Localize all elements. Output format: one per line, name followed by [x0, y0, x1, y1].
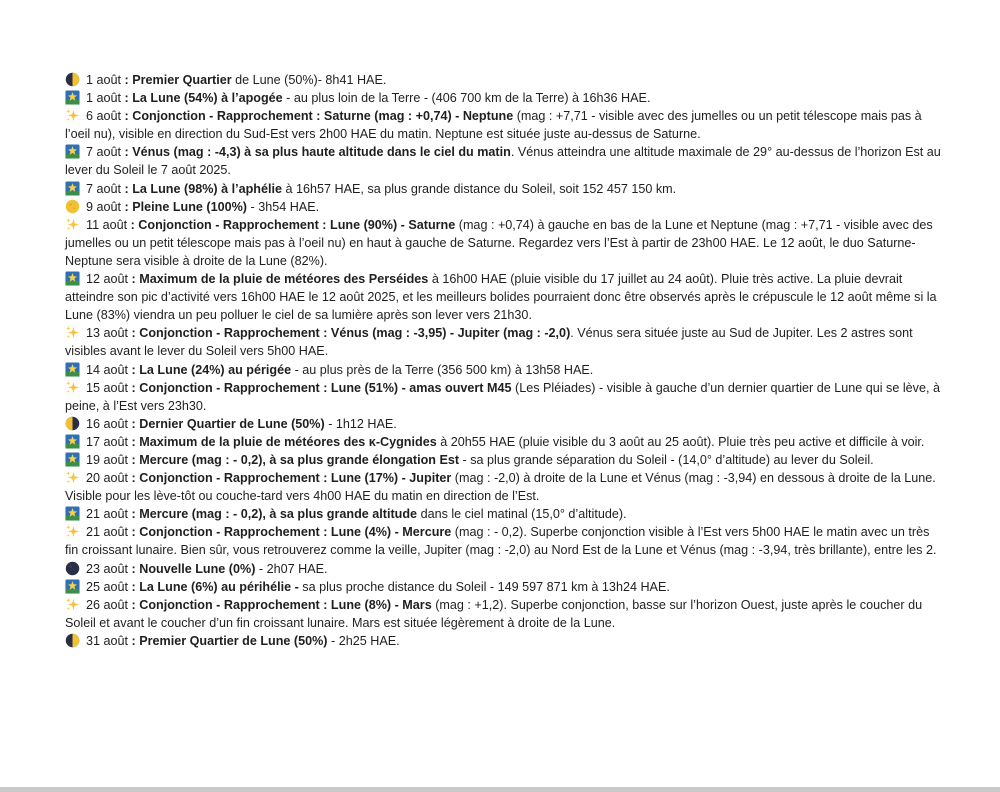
event-entry [65, 451, 945, 469]
event-entry [65, 107, 945, 143]
event-separator: : [128, 326, 140, 341]
event-title: Premier Quartier [132, 73, 232, 87]
event-title: La Lune (24%) au périgée [139, 362, 292, 377]
event-title: Dernier Quartier de Lune (50%) [139, 416, 325, 431]
event-separator: : [121, 181, 133, 196]
event-details: - 3h54 HAE. [247, 199, 320, 214]
event-title: Mercure (mag : - 0,2), à sa plus grande élongation Est [139, 452, 460, 467]
event-separator: : [121, 199, 133, 214]
event-date: 23 août [86, 561, 129, 576]
event-separator: : [128, 597, 140, 612]
night-sky-icon [65, 579, 80, 594]
new-moon-icon [65, 561, 80, 576]
event-separator: : [128, 416, 140, 431]
full-moon-icon [65, 199, 80, 214]
event-separator: : [128, 434, 140, 449]
night-sky-icon [65, 90, 80, 105]
event-title: Conjonction - Rapprochement : Lune (51%) - amas ouvert M45 [139, 380, 512, 395]
event-entry [65, 324, 945, 360]
first-quarter-moon-icon [65, 72, 80, 87]
event-separator: : [128, 362, 140, 377]
event-date: 25 août [86, 579, 129, 594]
event-entry [65, 89, 945, 107]
night-sky-icon [65, 506, 80, 521]
event-separator: : [128, 633, 140, 648]
event-entry [65, 596, 945, 632]
night-sky-icon [65, 452, 80, 467]
sparkles-icon [65, 325, 80, 340]
event-entry [65, 270, 945, 324]
first-quarter-moon-icon [65, 633, 80, 648]
event-date: 11 août [86, 217, 128, 232]
night-sky-icon [65, 271, 80, 286]
event-date: 21 août [86, 525, 129, 540]
event-entry [65, 578, 945, 596]
event-entry [65, 361, 945, 379]
event-date: 17 août [86, 434, 129, 449]
event-entry [65, 71, 945, 89]
event-separator: : [121, 145, 133, 160]
sparkles-icon [65, 108, 80, 123]
event-separator: : [128, 471, 140, 486]
event-separator: : [128, 579, 140, 594]
event-title: Conjonction - Rapprochement : Lune (17%) - Jupiter [139, 471, 452, 486]
bottom-divider [0, 787, 1000, 792]
event-separator: : [127, 217, 139, 232]
event-date: 7 août [86, 181, 122, 196]
event-title: Premier Quartier de Lune (50%) [139, 633, 328, 648]
event-details: sa plus proche distance du Soleil - 149 597 871 km à 13h24 HAE. [298, 579, 670, 594]
event-date: 20 août [86, 471, 129, 486]
event-details: - sa plus grande séparation du Soleil - (14,0° d’altitude) au lever du Soleil. [459, 452, 874, 467]
night-sky-icon [65, 434, 80, 449]
event-entry [65, 632, 945, 650]
sparkles-icon [65, 524, 80, 539]
event-title: Conjonction - Rapprochement : Vénus (mag : -3,95) - Jupiter (mag : -2,0) [139, 326, 571, 341]
event-details: - 1h12 HAE. [324, 416, 397, 431]
event-date: 1 août [86, 91, 122, 106]
event-date: 19 août [86, 452, 129, 467]
event-details: (mag : +7,71 - visible avec des jumelles ou un petit télescope mais pas à l’oeil nu), visible en direction du Sud-Est vers 2h00 HAE du matin. Neptune est située juste au-dessus de Saturne. [65, 109, 922, 142]
event-separator: : [128, 561, 140, 576]
event-title: Pleine Lune (100%) [132, 199, 247, 214]
event-date: 7 août [86, 145, 122, 160]
event-title: Mercure (mag : - 0,2), à sa plus grande altitude [139, 507, 418, 522]
event-details: à 16h57 HAE, sa plus grande distance du Soleil, soit 152 457 150 km. [282, 181, 677, 196]
event-separator: : [128, 452, 140, 467]
event-date: 6 août [86, 109, 122, 124]
event-date: 9 août [86, 199, 122, 214]
event-title: La Lune (6%) au périhélie - [139, 579, 299, 594]
events-document [65, 71, 945, 650]
night-sky-icon [65, 144, 80, 159]
event-date: 26 août [86, 597, 129, 612]
event-details: (mag : - 0,2). Superbe conjonction visible à l’Est vers 5h00 HAE le matin avec un très fin croissant lunaire. Bien sûr, vous retrouverez comme la veille, Jupiter (mag : -2,0) au Nord Est de la Lune et Vénus (mag : -3,94, très brillante), entre les 2. [65, 525, 937, 558]
event-details: dans le ciel matinal (15,0° d’altitude). [417, 507, 627, 522]
event-separator: : [121, 73, 133, 87]
event-entry [65, 415, 945, 433]
event-entry [65, 523, 945, 559]
event-entry [65, 379, 945, 415]
event-separator: : [128, 380, 140, 395]
event-title: Conjonction - Rapprochement : Lune (4%) - Mercure [139, 525, 452, 540]
event-date: 14 août [86, 362, 129, 377]
event-entry [65, 433, 945, 451]
event-separator: : [121, 109, 133, 124]
event-entry [65, 505, 945, 523]
event-details: (Les Pléiades) - visible à gauche d’un dernier quartier de Lune qui se lève, à peine, à l’Est vers 23h30. [65, 380, 940, 413]
event-date: 1 août [86, 73, 122, 87]
event-entry [65, 469, 945, 505]
event-details: - 2h25 HAE. [327, 633, 400, 648]
event-date: 13 août [86, 326, 129, 341]
event-details: (mag : +0,74) à gauche en bas de la Lune et Neptune (mag : +7,71 - visible avec des jumelles ou un petit télescope mais pas à l’oeil nu) en haut à gauche de Saturne. Regardez vers l’Est à partir de 23h00 HAE. Le 12 août, le duo Saturne-Neptune sera visible à droite de la Lune (82%). [65, 217, 933, 268]
event-details: - au plus près de la Terre (356 500 km) à 13h58 HAE. [291, 362, 594, 377]
event-details: . Vénus sera située juste au Sud de Jupiter. Les 2 astres sont visibles avant le lever du Soleil vers 5h00 HAE. [65, 326, 913, 359]
event-date: 31 août [86, 633, 129, 648]
event-details: à 20h55 HAE (pluie visible du 3 août au 25 août). Pluie très peu active et difficile à voir. [436, 434, 925, 449]
last-quarter-moon-icon [65, 416, 80, 431]
event-entry [65, 560, 945, 578]
event-details: à 16h00 HAE (pluie visible du 17 juillet au 24 août). Pluie très active. La pluie devrait atteindre son pic d’activité vers 16h00 HAE le 12 août 2025, et les meilleurs bolides pourraient donc être observés après le crépuscule le 12 août même si la Lune (83%) viendra un peu polluer le ciel de sa lumière après son lever vers 21h30. [65, 272, 937, 323]
event-details: . Vénus atteindra une altitude maximale de 29° au-dessus de l’horizon Est au lever du Soleil le 7 août 2025. [65, 145, 941, 178]
event-entry [65, 216, 945, 270]
event-details: (mag : -2,0) à droite de la Lune et Vénus (mag : -3,94) en dessous à droite de la Lune. Visible pour les lève-tôt ou couche-tard vers 4h00 HAE du matin en direction de l’Est. [65, 471, 936, 504]
event-date: 16 août [86, 416, 129, 431]
sparkles-icon [65, 217, 80, 232]
event-date: 21 août [86, 507, 129, 522]
event-separator: : [128, 507, 140, 522]
sparkles-icon [65, 470, 80, 485]
event-entry [65, 180, 945, 198]
event-date: 12 août [86, 272, 129, 287]
event-details: - 2h07 HAE. [255, 561, 328, 576]
sparkles-icon [65, 597, 80, 612]
night-sky-icon [65, 362, 80, 377]
event-separator: : [128, 525, 140, 540]
event-title: La Lune (98%) à l’aphélie [132, 181, 282, 196]
event-title: Conjonction - Rapprochement : Saturne (mag : +0,74) - Neptune [132, 109, 514, 124]
night-sky-icon [65, 181, 80, 196]
event-title: Nouvelle Lune (0%) [139, 561, 256, 576]
event-details: - au plus loin de la Terre - (406 700 km de la Terre) à 16h36 HAE. [282, 91, 651, 106]
sparkles-icon [65, 380, 80, 395]
event-title: Conjonction - Rapprochement : Lune (8%) - Mars [139, 597, 432, 612]
event-separator: : [121, 91, 133, 106]
event-title: Maximum de la pluie de météores des κ-Cygnides [139, 434, 437, 449]
event-entry [65, 143, 945, 179]
event-title: Conjonction - Rapprochement : Lune (90%) - Saturne [138, 217, 456, 232]
event-title: Maximum de la pluie de météores des Perséides [139, 272, 429, 287]
event-details: (mag : +1,2). Superbe conjonction, basse sur l’horizon Ouest, juste après le coucher du Soleil et avant le coucher d’un fin croissant lunaire. Mars est située légèrement à droite de la Lune. [65, 597, 923, 630]
event-title: Vénus (mag : -4,3) à sa plus haute altitude dans le ciel du matin [132, 145, 511, 160]
event-separator: : [128, 272, 140, 287]
event-details: de Lune (50%)- 8h41 HAE. [231, 73, 387, 87]
event-date: 15 août [86, 380, 129, 395]
event-title: La Lune (54%) à l’apogée [132, 91, 283, 106]
event-entry [65, 198, 945, 216]
